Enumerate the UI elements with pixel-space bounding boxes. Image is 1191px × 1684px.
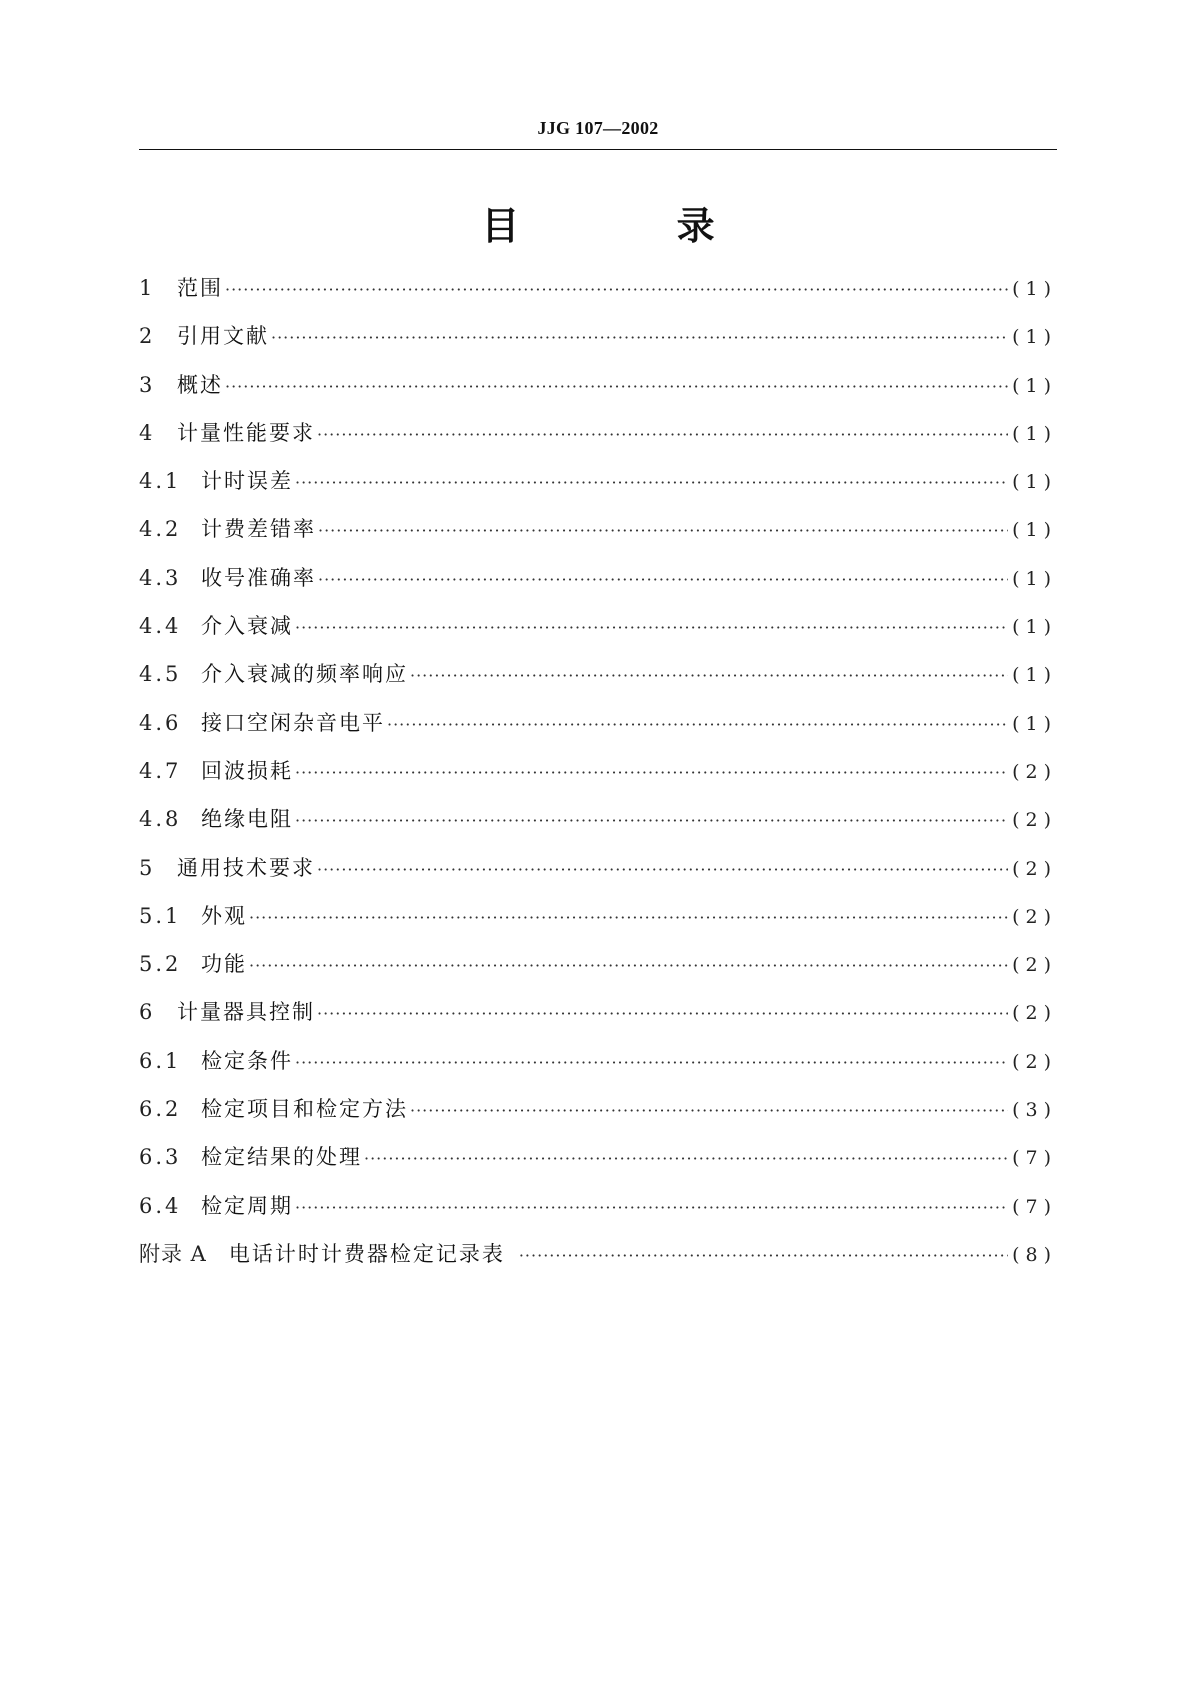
toc-entry-page: (2) xyxy=(1012,905,1057,928)
toc-dot-leader xyxy=(317,1004,1008,1023)
toc-entry-number: 5.2 xyxy=(139,952,182,977)
toc-dot-leader xyxy=(318,521,1008,540)
toc-entry-number: 5 xyxy=(139,855,156,880)
toc-dot-leader xyxy=(364,1149,1008,1168)
toc-dot-leader xyxy=(318,570,1008,589)
toc-entry[interactable] xyxy=(139,1093,1057,1141)
toc-entry-label: 计时误差 xyxy=(201,469,293,494)
toc-entry-label: 概述 xyxy=(177,372,223,397)
toc-entry-number: 6.4 xyxy=(139,1193,182,1218)
toc-entry[interactable] xyxy=(139,948,1057,996)
toc-dot-leader xyxy=(295,763,1008,782)
toc-entry[interactable] xyxy=(139,369,1057,417)
toc-entry-page: (7) xyxy=(1012,1147,1057,1170)
toc-entry-number: 4 xyxy=(139,420,156,445)
toc-dot-leader xyxy=(410,666,1008,685)
toc-dot-leader xyxy=(387,715,1008,734)
toc-dot-leader xyxy=(225,280,1008,299)
toc-entry-number: 3 xyxy=(139,372,156,397)
toc-dot-leader xyxy=(519,1246,1008,1265)
table-of-contents xyxy=(139,272,1057,1286)
toc-dot-leader xyxy=(295,1053,1008,1072)
toc-entry[interactable] xyxy=(139,513,1057,561)
toc-entry-page: (1) xyxy=(1012,712,1057,735)
toc-entry-label: 检定结果的处理 xyxy=(201,1145,362,1170)
toc-dot-leader xyxy=(295,811,1008,830)
toc-entry[interactable] xyxy=(139,658,1057,706)
toc-dot-leader xyxy=(295,618,1008,637)
toc-entry-page: (2) xyxy=(1012,809,1057,832)
toc-entry[interactable] xyxy=(139,272,1057,320)
toc-entry-label: 绝缘电阻 xyxy=(201,807,293,832)
header-rule xyxy=(139,149,1057,150)
toc-entry-label: 收号准确率 xyxy=(201,565,316,590)
toc-entry-label: 通用技术要求 xyxy=(177,855,315,880)
toc-entry-page: (1) xyxy=(1012,471,1057,494)
toc-entry-page: (2) xyxy=(1012,1002,1057,1025)
toc-entry[interactable] xyxy=(139,755,1057,803)
toc-entry-page: (2) xyxy=(1012,954,1057,977)
toc-entry[interactable] xyxy=(139,417,1057,465)
document-code-header: JJG 107—2002 xyxy=(537,118,659,138)
toc-entry-page: (2) xyxy=(1012,857,1057,880)
toc-dot-leader xyxy=(295,473,1008,492)
toc-entry[interactable] xyxy=(139,852,1057,900)
toc-entry-page: (2) xyxy=(1012,1050,1057,1073)
toc-entry-number: 6.2 xyxy=(139,1097,182,1122)
toc-dot-leader xyxy=(225,377,1008,396)
toc-entry-number: 6.3 xyxy=(139,1145,182,1170)
toc-entry-appendix[interactable] xyxy=(139,1238,1057,1286)
toc-entry-label: 检定周期 xyxy=(201,1193,293,1218)
toc-entry[interactable] xyxy=(139,803,1057,851)
toc-entry-number: 6.1 xyxy=(139,1048,182,1073)
toc-entry-number: 2 xyxy=(139,324,156,349)
toc-entry-label: 功能 xyxy=(201,952,247,977)
toc-entry[interactable] xyxy=(139,996,1057,1044)
toc-dot-leader xyxy=(249,908,1008,927)
toc-entry-label: 回波损耗 xyxy=(201,758,293,783)
toc-entry-number: 4.6 xyxy=(139,710,182,735)
page-title: 目 录 xyxy=(481,204,787,248)
toc-entry-page: (1) xyxy=(1012,374,1057,397)
toc-dot-leader xyxy=(410,1101,1008,1120)
toc-entry-page: (7) xyxy=(1012,1195,1057,1218)
toc-entry-number: 4.5 xyxy=(139,662,182,687)
toc-entry[interactable] xyxy=(139,465,1057,513)
toc-entry[interactable] xyxy=(139,707,1057,755)
toc-entry-label: 计费差错率 xyxy=(201,517,316,542)
toc-entry-label: 引用文献 xyxy=(177,324,269,349)
toc-entry-page: (1) xyxy=(1012,326,1057,349)
toc-entry-number: 4.3 xyxy=(139,565,182,590)
toc-entry-number: 4.7 xyxy=(139,758,182,783)
toc-entry-page: (1) xyxy=(1012,567,1057,590)
toc-entry-label: 检定项目和检定方法 xyxy=(201,1097,408,1122)
toc-entry-page: (8) xyxy=(1012,1243,1057,1266)
toc-entry[interactable] xyxy=(139,1141,1057,1189)
toc-dot-leader xyxy=(249,956,1008,975)
toc-entry-label: 接口空闲杂音电平 xyxy=(201,710,385,735)
toc-entry-page: (2) xyxy=(1012,760,1057,783)
toc-entry-page: (1) xyxy=(1012,422,1057,445)
toc-entry-label: 范围 xyxy=(177,276,223,300)
toc-entry-label: 检定条件 xyxy=(201,1048,293,1073)
toc-dot-leader xyxy=(317,860,1008,879)
toc-entry-number: 4.1 xyxy=(139,469,182,494)
toc-entry[interactable] xyxy=(139,1045,1057,1093)
toc-dot-leader xyxy=(271,328,1008,347)
toc-entry-number: 5.1 xyxy=(139,903,182,928)
toc-dot-leader xyxy=(295,1198,1008,1217)
toc-entry[interactable] xyxy=(139,900,1057,948)
toc-entry-number: 6 xyxy=(139,1000,156,1025)
toc-entry-number: 1 xyxy=(139,276,156,300)
toc-entry-number: 4.2 xyxy=(139,517,182,542)
toc-entry-label: 电话计时计费器检定记录表 xyxy=(228,1241,505,1266)
toc-entry-page: (1) xyxy=(1012,616,1057,639)
toc-entry-number: 附录 A xyxy=(139,1241,207,1266)
toc-entry[interactable] xyxy=(139,1190,1057,1238)
toc-entry-number: 4.8 xyxy=(139,807,182,832)
toc-entry-label: 介入衰减的频率响应 xyxy=(201,662,408,687)
toc-entry-page: (1) xyxy=(1012,519,1057,542)
toc-dot-leader xyxy=(317,425,1008,444)
toc-entry-label: 计量性能要求 xyxy=(177,420,315,445)
toc-entry-label: 外观 xyxy=(201,903,247,928)
toc-entry-page: (1) xyxy=(1012,278,1057,300)
toc-entry[interactable] xyxy=(139,562,1057,610)
toc-entry[interactable] xyxy=(139,320,1057,368)
toc-entry-label: 介入衰减 xyxy=(201,614,293,639)
toc-entry-number: 4.4 xyxy=(139,614,182,639)
toc-entry-label: 计量器具控制 xyxy=(177,1000,315,1025)
toc-entry-page: (3) xyxy=(1012,1099,1057,1122)
toc-entry-page: (1) xyxy=(1012,664,1057,687)
toc-entry[interactable] xyxy=(139,610,1057,658)
